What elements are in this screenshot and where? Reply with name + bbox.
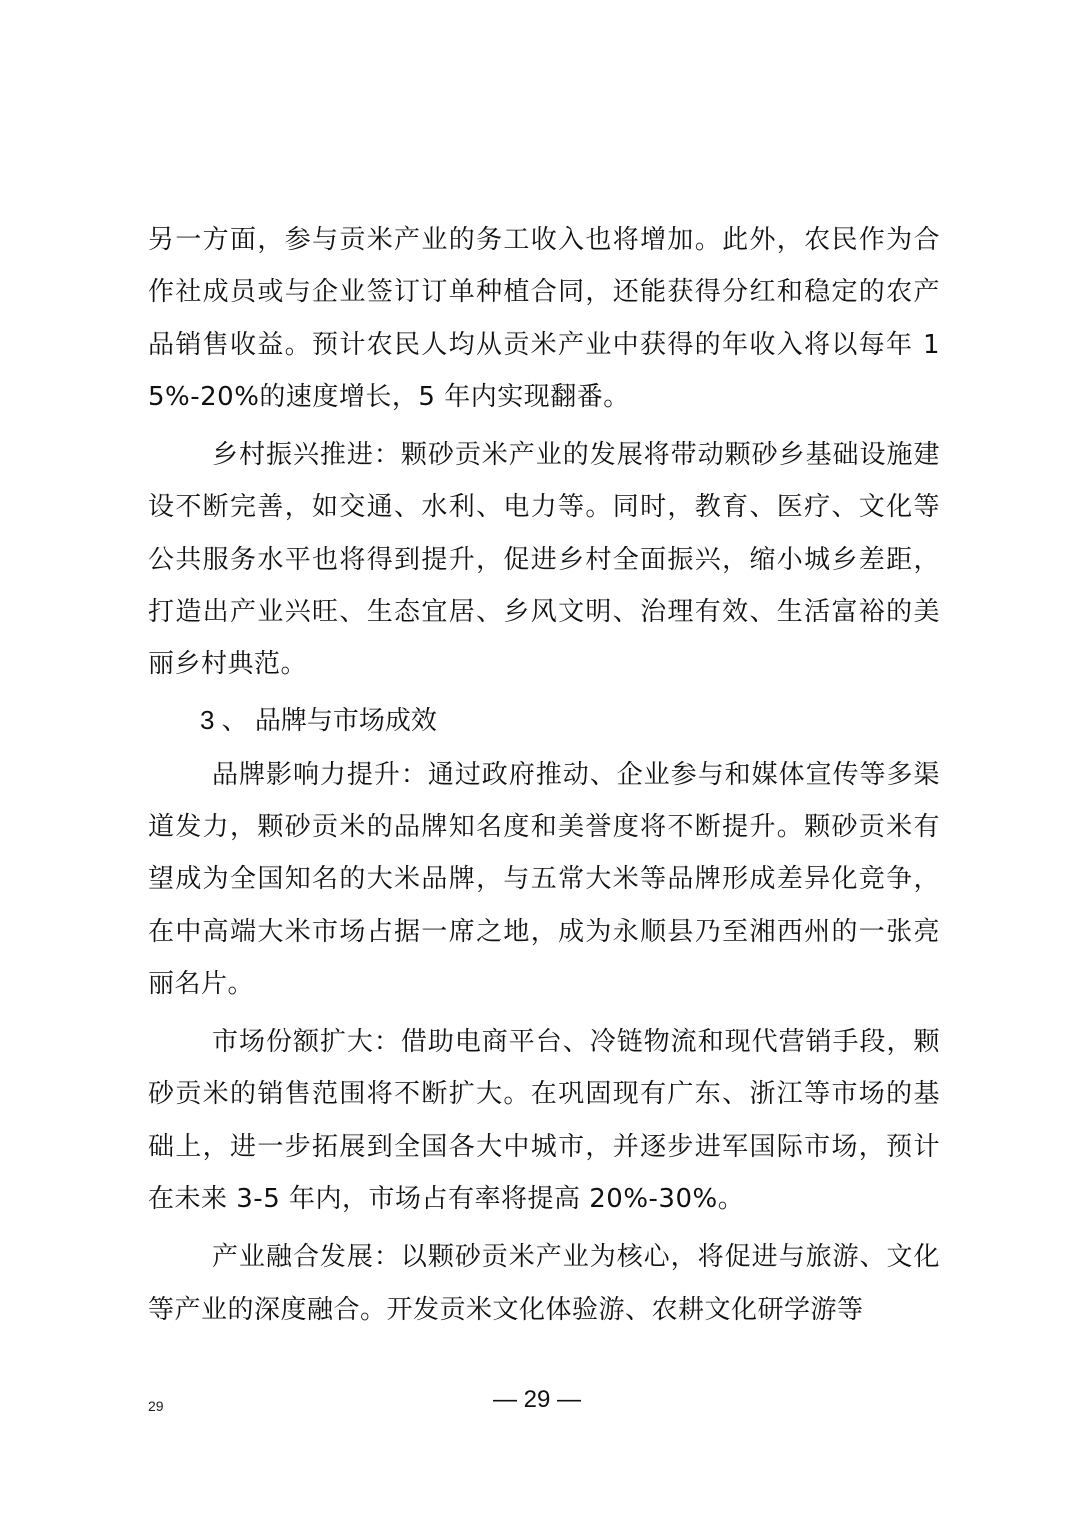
paragraph-industry-integration: 产业融合发展：以颗砂贡米产业为核心，将促进与旅游、文化等产业的深度融合。开发贡米文化体验游、农耕文化研学游等 (148, 1242, 940, 1325)
paragraph-income: 另一方面，参与贡米产业的务工收入也将增加。此外，农民作为合作社成员或与企业签订订单种植合同，还能获得分红和稳定的农产品销售收益。预计农民人均从贡米产业中获得的年收入将以每年 15%-20%的速度增长，5 年内实现翻番。 (148, 225, 940, 412)
section-heading-brand-market: 3 、 品牌与市场成效 (200, 704, 437, 735)
paragraph-rural-revitalization: 乡村振兴推进：颗砂贡米产业的发展将带动颗砂乡基础设施建设不断完善，如交通、水利、电力等。同时，教育、医疗、文化等公共服务水平也将得到提升，促进乡村全面振兴，缩小城乡差距，打造出产业兴旺、生态宜居、乡风文明、治理有效、生活富裕的美丽乡村典范。 (148, 440, 940, 680)
paragraph-market-share: 市场份额扩大：借助电商平台、冷链物流和现代营销手段，颗砂贡米的销售范围将不断扩大。在巩固现有广东、浙江等市场的基础上，进一步拓展到全国各大中城市，并逐步进军国际市场，预计在未来 3-5 年内，市场占有率将提高 20%-30%。 (148, 1027, 940, 1215)
page-body (148, 214, 940, 1336)
page-number-center: — 29 — (492, 1386, 582, 1413)
paragraph-brand-influence: 品牌影响力提升：通过政府推动、企业参与和媒体宣传等多渠道发力，颗砂贡米的品牌知名度和美誉度将不断提升。颗砂贡米有望成为全国知名的大米品牌，与五常大米等品牌形成差异化竞争，在中高端大米市场占据一席之地，成为永顺县乃至湘西州的一张亮丽名片。 (148, 759, 940, 999)
page-number-small: 29 (148, 1398, 164, 1414)
